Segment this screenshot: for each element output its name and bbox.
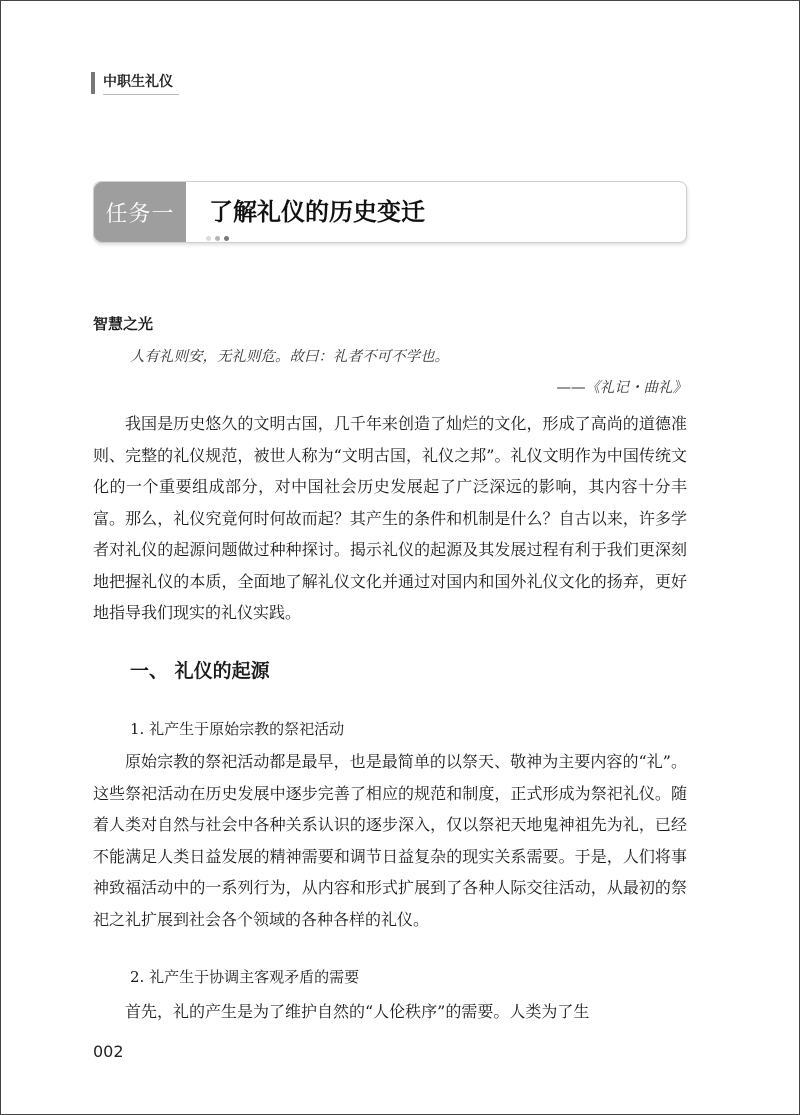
task-title: 了解礼仪的历史变迁	[209, 198, 425, 226]
dot-icon	[224, 236, 229, 241]
task-label: 任务一	[94, 182, 186, 242]
dot-icon	[206, 236, 211, 241]
subheading-2: 2. 礼产生于协调主客观矛盾的需要	[130, 968, 360, 986]
wisdom-source: ——《礼记・曲礼》	[556, 380, 687, 396]
task-banner	[93, 181, 687, 243]
running-head-text: 中职生礼仪	[103, 71, 179, 95]
intro-paragraph: 我国是历史悠久的文明古国，几千年来创造了灿烂的文化，形成了高尚的道德准则、完整的礼仪规范，被世人称为“文明古国，礼仪之邦”。礼仪文明作为中国传统文化的一个重要组成部分，对中国社会历史发展起了广泛深远的影响，其内容十分丰富。那么，礼仪究竟何时何故而起？其产生的条件和机制是什么？自古以来，许多学者对礼仪的起源问题做过种种探讨。揭示礼仪的起源及其发展过程有利于我们更深刻地把握礼仪的本质，全面地了解礼仪文化并通过对国内和国外礼仪文化的扬弃，更好地指导我们现实的礼仪实践。	[93, 414, 687, 622]
wisdom-quote: 人有礼则安，无礼则危。故曰：礼者不可不学也。	[130, 349, 449, 365]
dot-icon	[215, 236, 220, 241]
decorative-dots	[206, 236, 229, 241]
page-number: 002	[93, 1042, 124, 1061]
running-head-bar	[91, 72, 95, 94]
paragraph-2: 首先，礼的产生是为了维护自然的“人伦秩序”的需要。人类为了生	[125, 1002, 590, 1021]
wisdom-label: 智慧之光	[93, 315, 154, 333]
subheading-1: 1. 礼产生于原始宗教的祭祀活动	[130, 720, 345, 738]
running-head	[91, 71, 179, 95]
paragraph-1: 原始宗教的祭祀活动都是最早，也是最简单的以祭天、敬神为主要内容的“礼”。这些祭祀活动在历史发展中逐步完善了相应的规范和制度，正式形成为祭祀礼仪。随着人类对自然与社会中各种关系认识的逐步深入，仅以祭祀天地鬼神祖先为礼，已经不能满足人类日益发展的精神需要和调节日益复杂的现实关系需要。于是，人们将事神致福活动中的一系列行为，从内容和形式扩展到了各种人际交往活动，从最初的祭祀之礼扩展到社会各个领域的各种各样的礼仪。	[93, 752, 687, 929]
section-heading: 一、 礼仪的起源	[130, 660, 270, 682]
